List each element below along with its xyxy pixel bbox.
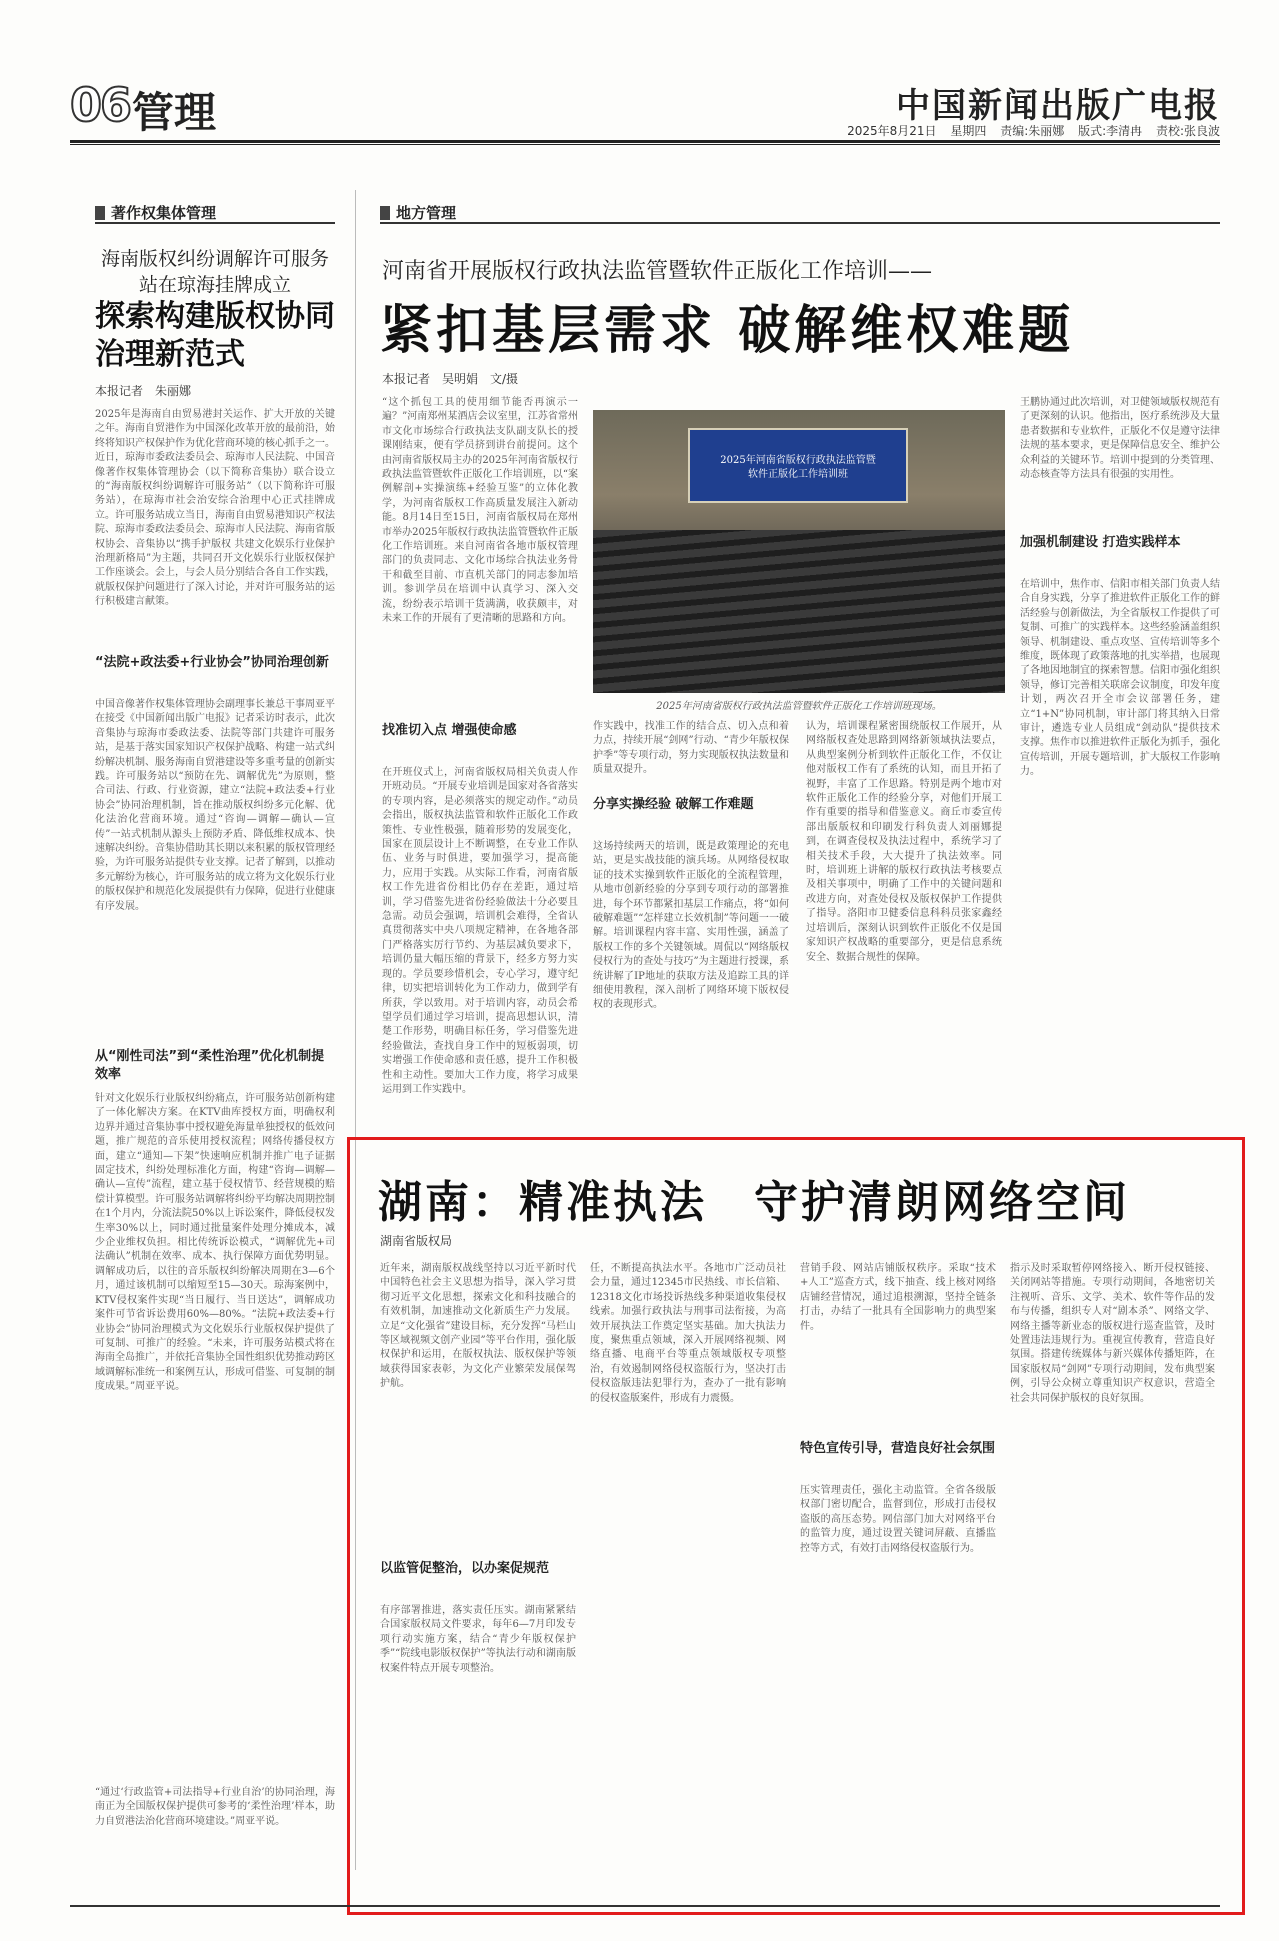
left-para-1: 2025年是海南自由贸易港封关运作、扩大开放的关键之年。海南自贸港作为中国深化改革开放的最前沿，始终将知识产权保护作为优化营商环境的核心抓手之一。近日，琼海市委政法委员会、琼海市人民法院、中国音像著作权集体管理协会（以下简称音集协）联合设立的“海南版权纠纷调解许可服务站”（以下简称许可服务站），在琼海市社会治安综合治理中心正式挂牌成立。许可服务站成立当日，海南自由贸易港知识产权法院、琼海市委政法委员会、琼海市人民法院、海南省版权协会、音集协以“携手护版权 共建文化娱乐行业保护治理新格局”为主题，共同召开文化娱乐行业版权保护工作座谈会。会上，与会人员分别结合各自工作实践，就版权保护问题进行了深入讨论，并对许可服务站的运行积极建言献策。 — [95, 409, 335, 608]
audience-rows — [593, 530, 1005, 693]
left-subhead-2: 从“刚性司法”到“柔性治理”优化机制提效率 — [95, 1049, 325, 1082]
left-byline: 本报记者 朱丽娜 — [95, 384, 192, 398]
hunan-headline: 湖南：精准执法 守护清朗网络空间 — [378, 1177, 1130, 1228]
main-byline: 本报记者 吴明娟 文/摄 — [382, 372, 519, 386]
left-section-tag: 著作权集体管理 — [95, 202, 216, 223]
main-col3b-text: 这场持续两天的培训，既是政策理论的充电站，更是实战技能的演兵场。从网络侵权取证的技术实操到软件正版化的全流程管理，从地市创新经验的分享到专项行动的部署推进，每个环节都紧扣基层工作痛点，将“如何破解难题”“怎样建立长效机制”等问题一一破解。培训课程内容丰富、实用性强，涵盖了版权工作的多个关键领域。周侃以“网络版权侵权行为的查处与技巧”为主题进行授课，系统讲解了IP地址的获取方法及追踪工具的详细使用教程，深入剖析了网络环境下版权侵权的表现形式。 — [593, 841, 789, 1011]
hunan-subhead-2: 特色宣传引导，营造良好社会氛围 — [800, 1441, 996, 1456]
main-col5b-text: 在培训中，焦作市、信阳市相关部门负责人结合自身实践，分享了推进软件正版化工作的鲜活经验与创新做法，为全省版权工作提供了可复制、可推广的实践样本。这些经验涵盖组织领导、机制建设、重点攻坚、宣传培训等多个维度，既体现了政策落地的扎实举措，也展现了各地因地制宜的探索智慧。信阳市强化组织领导，修订完善相关联席会议制度，印发年度计划，两次召开全市会议部署任务，建立“1+N”协同机制，审计部门将其纳入日常审计，遴选专业人员组成“剑动队”提供技术支撑。焦作市以推进软件正版化为抓手，强化宣传培训，开展专题培训，扩大版权工作影响力。 — [1020, 579, 1220, 778]
weekday: 星期四 — [950, 124, 987, 138]
left-subhead-1: “法院+政法委+行业协会”协同治理创新 — [95, 655, 329, 670]
left-headline: 探索构建版权协同治理新范式 — [95, 299, 335, 372]
hunan-col4-text: 指示及时采取暂停网络接入、断开侵权链接、关闭网站等措施。专项行动期间，各地密切关注视听、音乐、文学、美术、软件等作品的发布与传播，组织专人对“剧本杀”、网络文学、网络主播等新业态的版权进行巡查监管，及时处置违法违规行为。重视宣传教育，营造良好氛围。搭建传统媒体与新兴媒体传播矩阵，在国家版权局“剑网”专项行动期间，发布典型案例，引导公众树立尊重知识产权意识，营造全社会共同保护版权的良好氛围。 — [1010, 1263, 1215, 1404]
stage-screen: 2025年河南省版权行政执法监管暨 软件正版化工作培训班 — [688, 428, 908, 503]
header-rule-thin — [70, 144, 1220, 145]
main-col4-text: 认为，培训课程紧密围绕版权工作展开，从网络版权查处思路到网络新领域执法要点，从典型案例分析到软件正版化工作，不仅让他对版权工作有了系统的认知，而且开拓了视野，丰富了工作思路。特别是两个地市对软件正版化工作的经验分享，对他们开展工作有重要的指导和借鉴意义。商丘市委宣传部出版版权和印刷发行科负责人刘丽娜提到，在调查侵权及执法过程中，系统学习了相关技术手段，大大提升了执法效率。同时，培训班上讲解的版权行政执法考核要点及相关事项中，明确了工作中的关键问题和改进方向，对查处侵权及版权保护工作提供了指导。洛阳市卫健委信息科科员张家鑫经过培训后，深刻认识到软件正版化不仅是国家知识产权战略的重要部分，更是信息系统安全、数据合规性的保障。 — [806, 721, 1002, 963]
main-subhead-2: 分享实操经验 破解工作难题 — [593, 797, 754, 812]
hunan-col2-text: 任，不断提高执法水平。各地市广泛动员社会力量，通过12345市民热线、市长信箱、12318文化市场投诉热线多种渠道收集侵权线索。加强行政执法与刑事司法衔接，为高效开展执法工作奠定坚实基础。加大执法力度，聚焦重点领域，深入开展网络视频、网络直播、电商平台等重点领域版权专项整治，有效遏制网络侵权盗版行为，坚决打击侵权盗版违法犯罪行为，查办了一批有影响的侵权盗版案件，形成有力震慑。 — [590, 1263, 786, 1404]
hunan-col1b-text: 有序部署推进，落实责任压实。湖南紧紧结合国家版权局文件要求，每年6—7月印发专项行动实施方案，结合“青少年版权保护季”“院线电影版权保护”等执法行动和湖南版权案件特点开展专项整治。 — [380, 1605, 576, 1674]
main-headline: 紧扣基层需求 破解维权难题 — [380, 301, 1075, 361]
hunan-col3b-text: 压实管理责任，强化主动监管。全省各级版权部门密切配合，监督到位，形成打击侵权盗版的高压态势。网信部门加大对网络平台的监管力度，通过设置关键词屏蔽、直播监控等方式，有效打击网络侵权盗版行为。 — [800, 1485, 996, 1554]
layout-credit: 版式:李清冉 — [1078, 124, 1143, 138]
left-para-3: 针对文化娱乐行业版权纠纷痛点，许可服务站创新构建了一体化解决方案。在KTV曲库授权方面，明确权利边界并通过音集协事中授权避免海量单独授权的低效问题，推广规范的音乐使用授权流程；网络传播侵权方面，建立“通知—下架”快速响应机制并推广电子证据固定技术，纠纷处理标准化方面，构建“咨询—调解—确认—宣传”流程，建立基于侵权情节、经营规模的赔偿计算模型。许可服务站调解将纠纷平均解决周期控制在1个月内，分流法院50%以上诉讼案件，降低侵权发生率30%以上，同时通过批量案件处理分摊成本，减少企业维权负担。相比传统诉讼模式，“调解优先+司法确认”机制在效率、成本、执行保障方面优势明显。调解成功后，以往的音乐版权纠纷解决周期在3—6个月，通过该机制可以缩短至15—30天。琼海案例中，KTV侵权案件实现“当日履行、当日送达”，调解成功案件可节省诉讼费用60%—80%。“法院+政法委+行业协会”协同治理模式为文化娱乐行业版权保护提供了可复制、可推广的经验。“未来，许可服务站模式将在海南全岛推广，并依托音集协全国性组织优势推动跨区域调解标准统一和案例互认，形成可借鉴、可复制的制度成果。”周亚平说。 — [95, 1093, 335, 1393]
left-tag-rule — [95, 222, 335, 224]
main-col1-text: “这个抓包工具的使用细节能否再演示一遍？”河南郑州某酒店会议室里，江苏省常州市文化市场综合行政执法支队副支队长的授课刚结束，便有学员挤到讲台前提问。这个由河南省版权局主办的2025年河南省版权行政执法监管暨软件正版化工作培训班，以“案例解剖+实操演练+经验互鉴”的立体化教学，为河南省版权工作高质量发展注入新动能。8月14日至15日，河南省版权局在郑州市举办2025年版权行政执法监管暨软件正版化工作培训班。来自河南省各地市版权管理部门的负责同志、文化市场综合执法业务骨干和截至目前、市直机关部门的同志参加培训。参训学员在培训中认真学习、深入交流，纷纷表示培训干货满满，收获颇丰，对未来工作的开展有了更清晰的思路和方向。 — [382, 397, 578, 625]
hunan-subhead-1: 以监管促整治，以办案促规范 — [380, 1561, 550, 1576]
hunan-byline: 湖南省版权局 — [380, 1234, 453, 1248]
left-subtitle: 海南版权纠纷调解许可服务站在琼海挂牌成立 — [100, 248, 329, 296]
photo-caption: 2025年河南省版权行政执法监管暨软件正版化工作培训班现场。 — [656, 701, 942, 712]
newspaper-brand: 中国新闻出版广电报 — [896, 86, 1220, 126]
proof-credit: 责校:张良波 — [1155, 124, 1220, 138]
main-subhead-1: 找准切入点 增强使命感 — [382, 723, 517, 738]
header-rule — [70, 140, 1220, 143]
main-col3-text: 作实践中，找准工作的结合点、切入点和着力点，持续开展“剑网”行动、“青少年版权保护季”等专项行动，努力实现版权执法数量和质量双提升。 — [593, 721, 789, 776]
footer-rule — [70, 1905, 1220, 1907]
tag-square-icon — [380, 206, 390, 220]
main-col2-text: 在开班仪式上，河南省版权局相关负责人作开班动员。“开展专业培训是国家对各省落实的专项内容，是必须落实的规定动作。”动员会指出，版权执法监管和软件正版化工作政策性、专业性极强，随着形势的发展变化，国家在顶层设计上不断调整，在专业工作队伍、业务与时俱进，要加强学习，提高能力，应用于实践。从实际工作看，河南省版权工作先进省份相比仍存在差距，通过培训，学习借鉴先进省份经验做法十分必要且急需。动员会强调，培训机会难得，全省认真贯彻落实中央八项规定精神，在各地各部门严格落实厉行节约、为基层减负要求下，培训仍量大幅压缩的背景下，经多方努力实现的。学员要珍惜机会，专心学习，遵守纪律，切实把培训转化为工作动力，做到学有所获，学以致用。对于培训内容，动员会希望学员们通过学习培训，提高思想认识，清楚工作形势，明确目标任务，学习借鉴先进经验做法，查找自身工作中的短板弱项，切实增强工作使命感和责任感，提升工作积极性和主动性。要加大工作力度，将学习成果运用到工作实践中。 — [382, 767, 578, 1095]
left-para-2: 中国音像著作权集体管理协会副理事长兼总干事周亚平在接受《中国新闻出版广电报》记者采访时表示，此次音集协与琼海市委政法委、法院等部门共建许可服务站，是基于落实国家知识产权保护战略、构建一站式纠纷解决机制、服务海南自贸港建设等多重考量的创新实践。许可服务站以“预防在先、调解优先”为原则，整合司法、行政、行业资源，建立“法院+政法委+行业协会”协同治理机制，旨在推动版权纠纷多元化解、优化法治化营商环境。通过“咨询—调解—确认—宣传”一站式机制从源头上预防矛盾、降低维权成本、快速解决纠纷。音集协借助其长期以来积累的版权管理经验，为许可服务站提供专业支撑。记者了解到，以推动多元解纷为核心，许可服务站的成立将为文化娱乐行业的版权保护和规范化发展提供有力保障，促进行业健康有序发展。 — [95, 699, 335, 912]
main-section-tag: 地方管理 — [380, 202, 456, 223]
section-title: 管理 — [132, 88, 217, 137]
tag-square-icon — [95, 206, 105, 220]
page-number: 06 — [70, 78, 131, 132]
editor-credit: 责编:朱丽娜 — [1000, 124, 1065, 138]
left-closing: “通过‘行政监管+司法指导+行业自治’的协同治理，海南正为全国版权保护提供可参考的‘柔性治理’样本，助力自贸港法治化营商环境建设。”周亚平说。 — [95, 1787, 335, 1827]
issue-date: 2025年8月21日 — [847, 124, 937, 138]
page-header — [70, 78, 1220, 138]
hunan-col3-text: 营销手段、网站店铺版权秩序。采取“技术+人工”巡查方式，线下抽查、线上核对网络店铺经营情况，通过追根溯源，坚持全链条打击，办结了一批具有全国影响力的典型案件。 — [800, 1263, 996, 1332]
training-photo — [593, 410, 1005, 693]
main-kicker: 河南省开展版权行政执法监管暨软件正版化工作培训—— — [382, 259, 933, 284]
header-meta — [837, 122, 1220, 139]
main-tag-rule — [380, 222, 1220, 224]
main-subhead-3: 加强机制建设 打造实践样本 — [1020, 535, 1181, 550]
hunan-col1-text: 近年来，湖南版权战线坚持以习近平新时代中国特色社会主义思想为指导，深入学习贯彻习近平文化思想，探索文化和科技融合的有效机制，加速推动文化新质生产力发展。立足“文化强省”建设目标，充分发挥“马栏山等区域视频文创产业园”等平台作用，强化版权保护和运用，在版权执法、版权保护等领域获得国家表彰，为文化产业繁荣发展保驾护航。 — [380, 1263, 576, 1390]
main-col5-text: 王鹏协通过此次培训，对卫健领域版权规范有了更深刻的认识。他指出，医疗系统涉及大量患者数据和专业软件，正版化不仅是遵守法律法规的基本要求，更是保障信息安全、维护公众利益的关键环节。培训中提到的分类管理、动态核查等方法具有很强的实用性。 — [1020, 397, 1220, 481]
